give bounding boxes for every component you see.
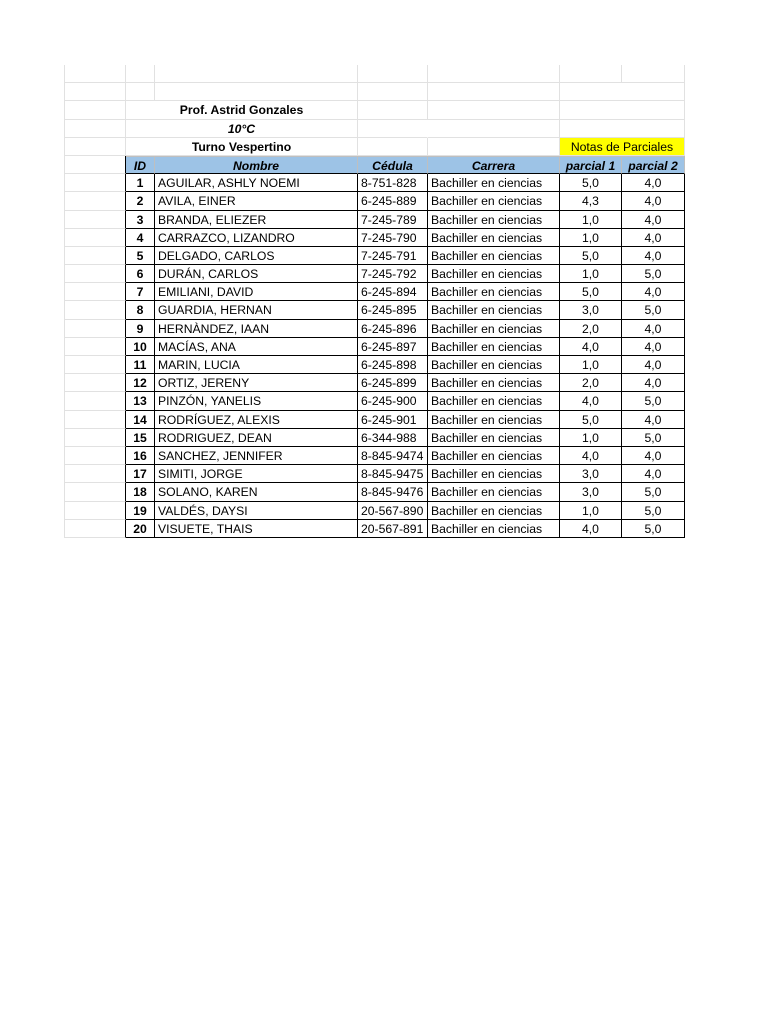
grade-parcial-2[interactable]: 5,0 xyxy=(622,429,685,447)
grade-parcial-1[interactable]: 5,0 xyxy=(560,411,622,429)
cell[interactable] xyxy=(428,120,560,138)
student-career[interactable]: Bachiller en ciencias xyxy=(428,283,560,301)
student-name[interactable]: AVILA, EINER xyxy=(155,192,358,210)
cell[interactable] xyxy=(64,138,126,156)
grade-parcial-2[interactable]: 5,0 xyxy=(622,520,685,538)
grade-parcial-1[interactable]: 1,0 xyxy=(560,356,622,374)
student-career[interactable]: Bachiller en ciencias xyxy=(428,356,560,374)
cell[interactable] xyxy=(622,65,685,83)
table-row xyxy=(64,229,685,247)
student-cedula[interactable]: 8-845-9476 xyxy=(358,483,428,501)
student-cedula[interactable]: 8-751-828 xyxy=(358,174,428,192)
cell[interactable] xyxy=(64,502,126,520)
student-cedula[interactable]: 6-245-889 xyxy=(358,192,428,210)
student-career[interactable]: Bachiller en ciencias xyxy=(428,483,560,501)
student-id[interactable]: 11 xyxy=(126,356,155,374)
cell[interactable] xyxy=(64,229,126,247)
grade-parcial-2[interactable]: 4,0 xyxy=(622,192,685,210)
cell[interactable] xyxy=(358,65,428,83)
student-cedula[interactable]: 6-245-899 xyxy=(358,374,428,392)
grade-parcial-1[interactable]: 4,3 xyxy=(560,192,622,210)
table-header xyxy=(64,156,685,174)
grade-parcial-1[interactable]: 1,0 xyxy=(560,265,622,283)
student-name[interactable]: AGUILAR, ASHLY NOEMI xyxy=(155,174,358,192)
grade-parcial-1[interactable]: 3,0 xyxy=(560,483,622,501)
student-id[interactable]: 1 xyxy=(126,174,155,192)
cell[interactable] xyxy=(358,120,428,138)
grade-parcial-2[interactable]: 4,0 xyxy=(622,356,685,374)
grade-parcial-2[interactable]: 5,0 xyxy=(622,265,685,283)
student-name[interactable]: SIMITI, JORGE xyxy=(155,465,358,483)
grade-parcial-1[interactable]: 3,0 xyxy=(560,301,622,319)
cell[interactable] xyxy=(64,356,126,374)
student-cedula[interactable]: 6-245-900 xyxy=(358,392,428,410)
cell[interactable] xyxy=(428,65,560,83)
cell[interactable] xyxy=(64,174,126,192)
cell[interactable] xyxy=(64,283,126,301)
grade-parcial-1[interactable]: 1,0 xyxy=(560,229,622,247)
grade-parcial-1[interactable]: 4,0 xyxy=(560,447,622,465)
grade-parcial-2[interactable]: 5,0 xyxy=(622,392,685,410)
grade-parcial-1[interactable]: 4,0 xyxy=(560,520,622,538)
cell[interactable] xyxy=(64,520,126,538)
student-career[interactable]: Bachiller en ciencias xyxy=(428,447,560,465)
student-career[interactable]: Bachiller en ciencias xyxy=(428,192,560,210)
grade-parcial-2[interactable]: 4,0 xyxy=(622,211,685,229)
student-name[interactable]: ORTIZ, JERENY xyxy=(155,374,358,392)
table-row xyxy=(64,483,685,501)
student-name[interactable]: RODRIGUEZ, DEAN xyxy=(155,429,358,447)
grade-parcial-2[interactable]: 4,0 xyxy=(622,338,685,356)
sheet-row-empty xyxy=(64,83,685,101)
student-id[interactable]: 8 xyxy=(126,301,155,319)
grade-parcial-2[interactable]: 4,0 xyxy=(622,465,685,483)
cell[interactable] xyxy=(428,101,560,119)
student-career[interactable]: Bachiller en ciencias xyxy=(428,465,560,483)
student-name[interactable]: VALDÉS, DAYSI xyxy=(155,502,358,520)
student-cedula[interactable]: 6-245-895 xyxy=(358,301,428,319)
grade-parcial-2[interactable]: 5,0 xyxy=(622,502,685,520)
student-id[interactable]: 2 xyxy=(126,192,155,210)
column-header-id[interactable]: ID xyxy=(126,156,155,174)
table-row xyxy=(64,502,685,520)
student-career[interactable]: Bachiller en ciencias xyxy=(428,320,560,338)
student-name[interactable]: GUARDIA, HERNAN xyxy=(155,301,358,319)
column-header-p1[interactable]: parcial 1 xyxy=(560,156,622,174)
student-career[interactable]: Bachiller en ciencias xyxy=(428,338,560,356)
table-row xyxy=(64,265,685,283)
student-name[interactable]: BRANDA, ELIEZER xyxy=(155,211,358,229)
table-row xyxy=(64,447,685,465)
cell[interactable] xyxy=(126,65,155,83)
grade-parcial-2[interactable]: 4,0 xyxy=(622,247,685,265)
cell[interactable] xyxy=(64,411,126,429)
cell[interactable] xyxy=(358,83,428,101)
table-row xyxy=(64,301,685,319)
student-id[interactable]: 7 xyxy=(126,283,155,301)
cell[interactable] xyxy=(64,465,126,483)
student-name[interactable]: RODRÍGUEZ, ALEXIS xyxy=(155,411,358,429)
cell[interactable] xyxy=(64,83,126,101)
student-cedula[interactable]: 7-245-789 xyxy=(358,211,428,229)
cell[interactable] xyxy=(64,101,126,119)
grade-parcial-2[interactable]: 5,0 xyxy=(622,301,685,319)
student-cedula[interactable]: 7-245-790 xyxy=(358,229,428,247)
student-cedula[interactable]: 7-245-792 xyxy=(358,265,428,283)
table-row xyxy=(64,338,685,356)
student-name[interactable]: SANCHEZ, JENNIFER xyxy=(155,447,358,465)
student-cedula[interactable]: 6-245-896 xyxy=(358,320,428,338)
student-id[interactable]: 12 xyxy=(126,374,155,392)
cell[interactable] xyxy=(64,211,126,229)
cell[interactable] xyxy=(64,483,126,501)
student-cedula[interactable]: 6-245-901 xyxy=(358,411,428,429)
cell[interactable] xyxy=(428,138,560,156)
cell[interactable] xyxy=(428,83,560,101)
cell[interactable] xyxy=(155,65,358,83)
column-header-career[interactable]: Carrera xyxy=(428,156,560,174)
table-row xyxy=(64,374,685,392)
column-header-p2[interactable]: parcial 2 xyxy=(622,156,685,174)
shift-label[interactable]: Turno Vespertino xyxy=(126,138,358,156)
teacher-name[interactable]: Prof. Astrid Gonzales xyxy=(126,101,358,119)
cell[interactable] xyxy=(155,83,358,101)
grade-parcial-2[interactable]: 4,0 xyxy=(622,320,685,338)
table-row xyxy=(64,392,685,410)
student-id[interactable]: 4 xyxy=(126,229,155,247)
grade-parcial-2[interactable]: 4,0 xyxy=(622,374,685,392)
cell[interactable] xyxy=(64,374,126,392)
cell[interactable] xyxy=(560,120,685,138)
cell[interactable] xyxy=(64,392,126,410)
student-career[interactable]: Bachiller en ciencias xyxy=(428,374,560,392)
cell[interactable] xyxy=(64,320,126,338)
cell[interactable] xyxy=(64,429,126,447)
student-cedula[interactable]: 8-845-9474 xyxy=(358,447,428,465)
sheet-row-shift xyxy=(64,138,685,156)
grade-parcial-1[interactable]: 4,0 xyxy=(560,338,622,356)
spreadsheet xyxy=(64,65,685,538)
grade-parcial-2[interactable]: 4,0 xyxy=(622,229,685,247)
student-id[interactable]: 14 xyxy=(126,411,155,429)
student-career[interactable]: Bachiller en ciencias xyxy=(428,247,560,265)
student-name[interactable]: VISUETE, THAIS xyxy=(155,520,358,538)
grade-parcial-1[interactable]: 2,0 xyxy=(560,374,622,392)
cell[interactable] xyxy=(64,156,126,174)
student-id[interactable]: 9 xyxy=(126,320,155,338)
student-id[interactable]: 13 xyxy=(126,392,155,410)
student-career[interactable]: Bachiller en ciencias xyxy=(428,411,560,429)
student-id[interactable]: 6 xyxy=(126,265,155,283)
cell[interactable] xyxy=(64,265,126,283)
sheet-row-teacher xyxy=(64,101,685,119)
grades-title[interactable]: Notas de Parciales xyxy=(560,138,685,156)
cell[interactable] xyxy=(358,101,428,119)
grade-parcial-1[interactable]: 1,0 xyxy=(560,211,622,229)
student-id[interactable]: 19 xyxy=(126,502,155,520)
table-row xyxy=(64,520,685,538)
student-id[interactable]: 16 xyxy=(126,447,155,465)
student-career[interactable]: Bachiller en ciencias xyxy=(428,520,560,538)
table-row xyxy=(64,320,685,338)
grade-parcial-1[interactable]: 5,0 xyxy=(560,247,622,265)
sheet-row-group xyxy=(64,120,685,138)
table-row xyxy=(64,211,685,229)
cell[interactable] xyxy=(560,83,685,101)
column-header-name[interactable]: Nombre xyxy=(155,156,358,174)
student-id[interactable]: 5 xyxy=(126,247,155,265)
student-career[interactable]: Bachiller en ciencias xyxy=(428,301,560,319)
grade-parcial-1[interactable]: 2,0 xyxy=(560,320,622,338)
table-row xyxy=(64,356,685,374)
grade-parcial-1[interactable]: 5,0 xyxy=(560,174,622,192)
student-cedula[interactable]: 20-567-890 xyxy=(358,502,428,520)
student-career[interactable]: Bachiller en ciencias xyxy=(428,502,560,520)
student-cedula[interactable]: 6-344-988 xyxy=(358,429,428,447)
grade-parcial-1[interactable]: 1,0 xyxy=(560,429,622,447)
table-row xyxy=(64,411,685,429)
student-name[interactable]: EMILIANI, DAVID xyxy=(155,283,358,301)
student-name[interactable]: MACÍAS, ANA xyxy=(155,338,358,356)
column-header-cedula[interactable]: Cédula xyxy=(358,156,428,174)
grade-parcial-2[interactable]: 5,0 xyxy=(622,483,685,501)
student-id[interactable]: 20 xyxy=(126,520,155,538)
student-career[interactable]: Bachiller en ciencias xyxy=(428,265,560,283)
grade-parcial-2[interactable]: 4,0 xyxy=(622,411,685,429)
grade-parcial-1[interactable]: 5,0 xyxy=(560,283,622,301)
table-row xyxy=(64,247,685,265)
grade-parcial-1[interactable]: 1,0 xyxy=(560,502,622,520)
student-id[interactable]: 18 xyxy=(126,483,155,501)
cell[interactable] xyxy=(560,65,622,83)
student-career[interactable]: Bachiller en ciencias xyxy=(428,392,560,410)
student-id[interactable]: 3 xyxy=(126,211,155,229)
table-row xyxy=(64,174,685,192)
table-row xyxy=(64,465,685,483)
student-name[interactable]: PINZÓN, YANELIS xyxy=(155,392,358,410)
student-id[interactable]: 17 xyxy=(126,465,155,483)
student-id[interactable]: 10 xyxy=(126,338,155,356)
table-body xyxy=(64,174,685,538)
student-id[interactable]: 15 xyxy=(126,429,155,447)
cell[interactable] xyxy=(64,447,126,465)
student-cedula[interactable]: 6-245-897 xyxy=(358,338,428,356)
grade-parcial-2[interactable]: 4,0 xyxy=(622,283,685,301)
student-career[interactable]: Bachiller en ciencias xyxy=(428,211,560,229)
student-cedula[interactable]: 8-845-9475 xyxy=(358,465,428,483)
grade-parcial-1[interactable]: 3,0 xyxy=(560,465,622,483)
student-career[interactable]: Bachiller en ciencias xyxy=(428,429,560,447)
student-cedula[interactable]: 20-567-891 xyxy=(358,520,428,538)
student-name[interactable]: HERNÀNDEZ, IAAN xyxy=(155,320,358,338)
student-career[interactable]: Bachiller en ciencias xyxy=(428,229,560,247)
cell[interactable] xyxy=(358,138,428,156)
cell[interactable] xyxy=(64,192,126,210)
cell[interactable] xyxy=(64,65,126,83)
cell[interactable] xyxy=(64,301,126,319)
student-cedula[interactable]: 6-245-898 xyxy=(358,356,428,374)
group-label[interactable]: 10°C xyxy=(126,120,358,138)
student-name[interactable]: DURÁN, CARLOS xyxy=(155,265,358,283)
cell[interactable] xyxy=(560,101,685,119)
cell[interactable] xyxy=(126,83,155,101)
student-name[interactable]: SOLANO, KAREN xyxy=(155,483,358,501)
student-name[interactable]: CARRAZCO, LIZANDRO xyxy=(155,229,358,247)
cell[interactable] xyxy=(64,247,126,265)
grade-parcial-2[interactable]: 4,0 xyxy=(622,174,685,192)
student-cedula[interactable]: 7-245-791 xyxy=(358,247,428,265)
grade-parcial-1[interactable]: 4,0 xyxy=(560,392,622,410)
student-name[interactable]: MARIN, LUCIA xyxy=(155,356,358,374)
table-row xyxy=(64,429,685,447)
student-name[interactable]: DELGADO, CARLOS xyxy=(155,247,358,265)
grade-parcial-2[interactable]: 4,0 xyxy=(622,447,685,465)
sheet-row-empty xyxy=(64,65,685,83)
cell[interactable] xyxy=(64,120,126,138)
cell[interactable] xyxy=(64,338,126,356)
student-career[interactable]: Bachiller en ciencias xyxy=(428,174,560,192)
student-cedula[interactable]: 6-245-894 xyxy=(358,283,428,301)
table-row xyxy=(64,283,685,301)
table-row xyxy=(64,192,685,210)
